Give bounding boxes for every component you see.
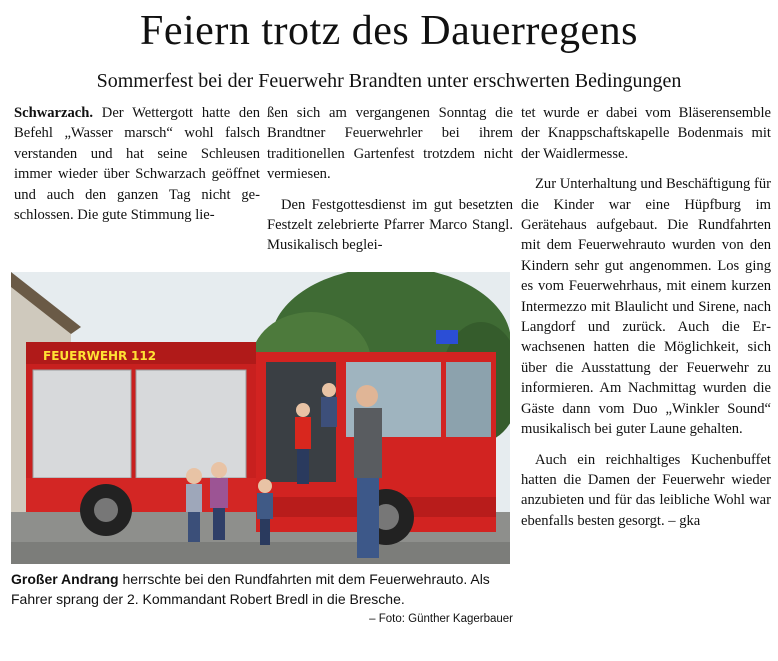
truck-number: 112 bbox=[131, 349, 157, 363]
author-signature: – gka bbox=[664, 512, 701, 529]
article-column-3 bbox=[521, 103, 771, 541]
photo-credit: – Foto: Günther Kagerbauer bbox=[369, 613, 513, 625]
caption-text: herrschte bei den Rundfahrten mit dem Feuerwehrauto. Als Fahrer sprang der 2. Kommandant Robert Bredl in die Bresche. bbox=[11, 571, 490, 607]
fire-truck-photo bbox=[11, 272, 510, 564]
article-paragraph: ßen sich am vergangenen Sonntag die Brandtner Feuerwehrler bei ihrem traditionellen Gartenfest trotzdem nicht vermiesen. bbox=[267, 105, 513, 183]
paragraph-text: Auch ein reichhaltiges Kuchenbuffet hatten die Damen der Feuerwehr wieder anzubieten und für das leibliche Wohl war ebenfalls besten gesorgt. bbox=[521, 451, 771, 529]
dateline: Schwarzach. bbox=[14, 105, 94, 121]
article-paragraph: Den Festgottesdienst im gut besetzten Festzelt zelebrierte Pfarrer Marco Stangl. Musikalisch beglei- bbox=[267, 196, 513, 254]
photo-illustration bbox=[11, 272, 510, 564]
article-column-2 bbox=[267, 103, 513, 266]
headline: Feiern trotz des Dauerregens bbox=[140, 8, 638, 54]
paragraph-text: Der Wettergott hatte den Befehl „Wasser marsch“ wohl falsch verstanden und hat seine Schleusen immer wieder über Schwarzach geöffnet und auch den ganzen Tag nicht geschlossen. Die gute Stimmung lie- bbox=[14, 105, 260, 224]
article-paragraph: Zur Unterhaltung und Beschäftigung für die Kinder war eine Hüpfburg im Gerätehaus aufgebaut. Die Rundfahrten mit dem Feuerwehrauto wurden von den Kindern sehr gut angenommen. Los ging es vom Feuerwehrhaus, mit einem kurzen Intermezzo mit Blaulicht und Sirene, nach Langdorf und zurück. Auch die Erwachsenen hatten die Möglichkeit, sich über die Ausstattung der Feuerwehr zu informieren. Am Nachmittag wurden die Gäste dann vom Duo „Winkler Sound“ musikalisch bei guter Laune gehalten. bbox=[521, 176, 771, 438]
truck-label: FEUERWEHR bbox=[43, 349, 128, 363]
article-column-1 bbox=[14, 103, 260, 235]
subheadline: Sommerfest bei der Feuerwehr Brandten unter erschwerten Bedingungen bbox=[96, 70, 682, 92]
article-paragraph: tet wurde er dabei vom Bläserensemble der Knappschaftskapelle Bodenmais mit der Waidlermesse. bbox=[521, 105, 771, 162]
article-paragraph bbox=[521, 450, 771, 532]
article-paragraph bbox=[14, 103, 260, 225]
photo-caption bbox=[11, 569, 513, 609]
caption-lead: Großer Andrang bbox=[11, 571, 119, 587]
